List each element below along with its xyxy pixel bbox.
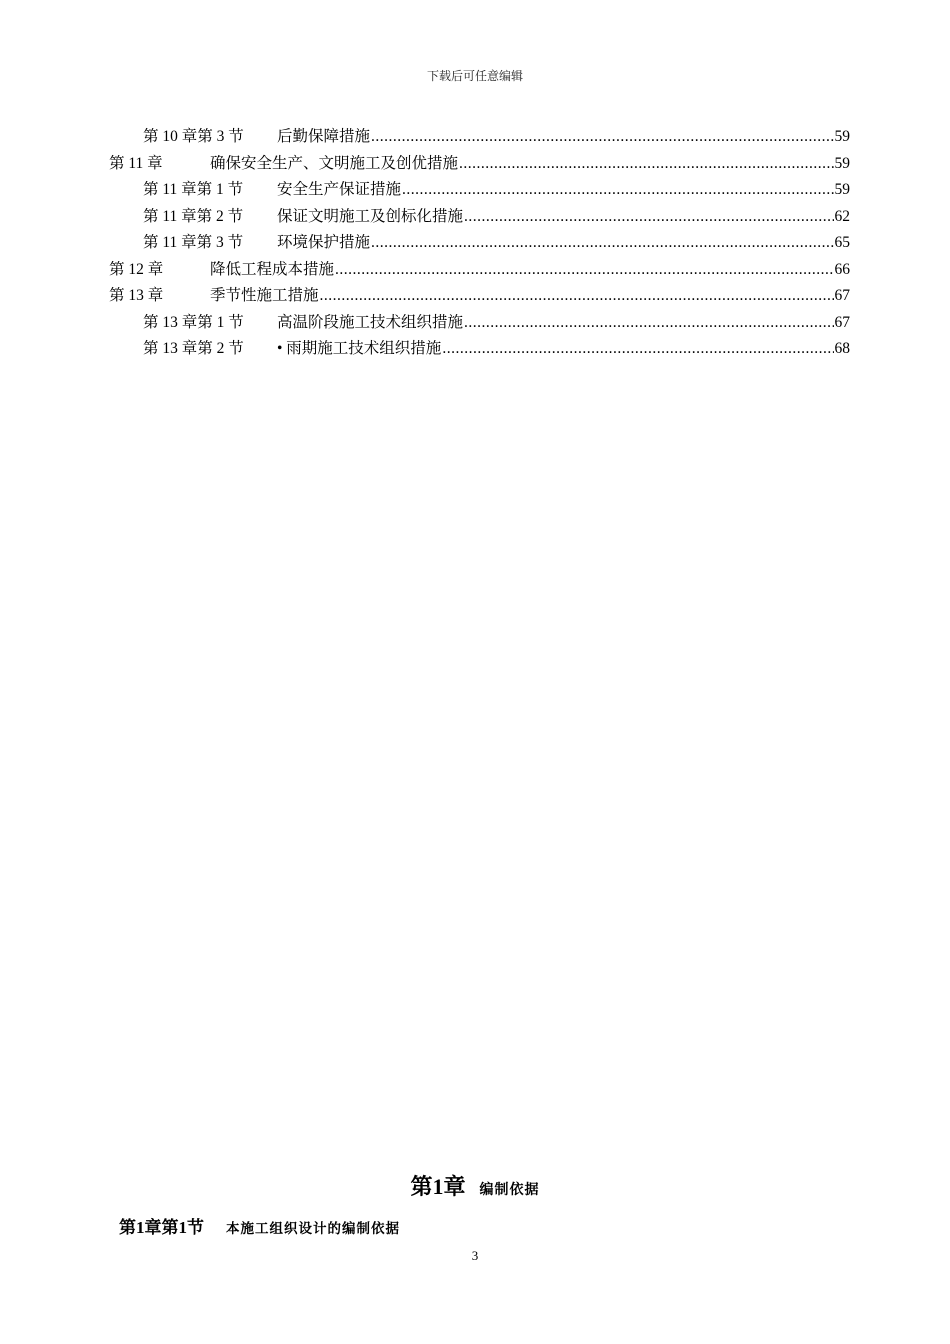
toc-dot-leader: [464, 208, 833, 226]
toc-entry-page: 62: [834, 207, 850, 225]
toc-entry-number: 第 11 章第 3 节: [143, 234, 244, 251]
toc-entry-page: 59: [834, 128, 850, 145]
section-heading: [119, 1213, 400, 1238]
page-header: 下载后可任意编辑: [426, 69, 523, 83]
section-number: 第1章第1节: [119, 1218, 204, 1237]
toc-entry-number: 第 13 章: [109, 287, 164, 304]
toc-entry-title: 高温阶段施工技术组织措施: [277, 313, 464, 331]
toc-entry-number: 第 11 章: [109, 154, 163, 172]
toc-entry-title: • 雨期施工技术组织措施: [277, 340, 442, 357]
toc-entry-page: 67: [834, 287, 850, 304]
toc-dot-leader: [464, 314, 833, 332]
toc-dot-leader: [402, 181, 833, 199]
page-number: 3: [471, 1248, 479, 1263]
toc-entry-number: 第 11 章第 2 节: [143, 207, 244, 225]
toc-entry-number: 第 12 章: [109, 260, 164, 278]
toc-entry-number: 第 13 章第 1 节: [143, 313, 244, 331]
toc-entry-title: 确保安全生产、文明施工及创优措施: [210, 154, 459, 172]
toc-entry-title: 安全生产保证措施: [277, 181, 402, 198]
toc-entry[interactable]: [143, 336, 850, 362]
toc-entry-title: 环境保护措施: [277, 234, 371, 251]
chapter-number: 第1章: [410, 1174, 466, 1199]
toc-entry-number: 第 13 章第 2 节: [143, 340, 244, 357]
toc-entry[interactable]: [143, 177, 850, 203]
toc-entry[interactable]: [109, 151, 850, 177]
toc-entry-title: 保证文明施工及创标化措施: [277, 207, 464, 225]
toc-entry-number: 第 10 章第 3 节: [143, 128, 244, 145]
toc-dot-leader: [442, 340, 833, 358]
section-title: 本施工组织设计的编制依据: [226, 1221, 400, 1236]
toc-entry-title: 季节性施工措施: [210, 287, 319, 304]
toc-dot-leader: [320, 287, 834, 305]
toc-dot-leader: [371, 234, 833, 252]
chapter-heading: [0, 1170, 950, 1201]
toc-entry-title: 后勤保障措施: [277, 128, 371, 145]
toc-entry-number: 第 11 章第 1 节: [143, 181, 244, 198]
toc-entry[interactable]: [143, 204, 850, 230]
toc-entry[interactable]: [143, 124, 850, 150]
toc-entry-page: 65: [834, 234, 850, 251]
toc-dot-leader: [335, 261, 833, 279]
toc-dot-leader: [459, 155, 833, 173]
toc-entry-title: 降低工程成本措施: [210, 260, 335, 278]
toc-entry-page: 59: [834, 154, 850, 172]
toc-entry[interactable]: [143, 310, 850, 336]
chapter-title: 编制依据: [479, 1183, 540, 1198]
toc-entry-page: 67: [834, 313, 850, 331]
toc-dot-leader: [371, 128, 833, 146]
toc-entry-page: 66: [834, 260, 850, 278]
toc-entry[interactable]: [109, 283, 850, 309]
toc-entry-page: 68: [834, 340, 850, 357]
toc-entry[interactable]: [109, 257, 850, 283]
toc-entry[interactable]: [143, 230, 850, 256]
toc-entry-page: 59: [834, 181, 850, 198]
